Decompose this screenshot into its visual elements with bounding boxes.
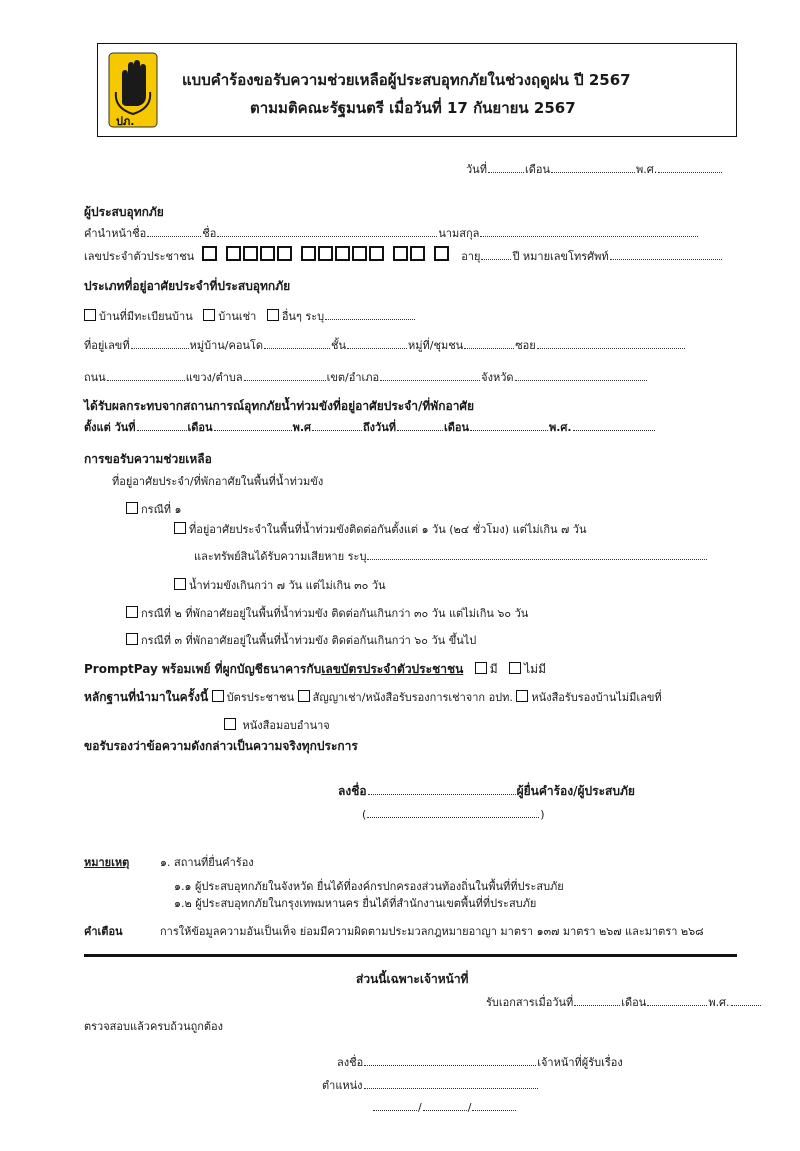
residence-opt3-checkbox[interactable] — [267, 309, 279, 321]
date-month-label: เดือน — [524, 163, 550, 176]
case1b-row — [174, 576, 386, 594]
date-line — [466, 160, 723, 178]
officer-date-day-field[interactable] — [373, 1099, 417, 1111]
case1-label: กรณีที่ ๑ — [141, 503, 182, 516]
signature-role-label: ผู้ยื่นคำร้อง/ผู้ประสบภัย — [516, 784, 635, 798]
to-month-label: เดือน — [443, 421, 469, 434]
evidence-opt3-checkbox[interactable] — [516, 690, 528, 702]
received-year-label: พ.ศ. — [708, 996, 730, 1009]
age-label: อายุ — [461, 250, 481, 263]
case1a-cont-row — [194, 547, 708, 565]
moo-field[interactable] — [464, 337, 514, 349]
name-label: ชื่อ — [202, 227, 217, 240]
name-field[interactable] — [217, 225, 437, 237]
subdistrict-label: แขวง/ตำบล — [185, 371, 243, 384]
certify-text: ขอรับรองว่าข้อความดังกล่าวเป็นความจริงทุกประการ — [84, 739, 358, 753]
officer-sign-row — [337, 1053, 623, 1071]
received-month-label: เดือน — [621, 996, 647, 1009]
evidence-row2 — [224, 716, 330, 734]
case2-label: กรณีที่ ๒ ที่พักอาศัยอยู่ในพื้นที่น้ำท่วมขัง ติดต่อกันเกินกว่า ๓๐ วัน แต่ไม่เกิน ๖๐ วัน — [141, 607, 529, 620]
moo-label: หมู่ที่/ชุมชน — [408, 339, 464, 352]
warning-label: คำเตือน — [84, 925, 123, 938]
officer-date-month-field[interactable] — [423, 1099, 467, 1111]
case1a-row — [174, 520, 587, 538]
to-year-label: พ.ศ. — [549, 421, 572, 434]
signature-name-row — [362, 806, 545, 821]
form-header — [97, 43, 737, 137]
victim-name-row — [84, 224, 699, 242]
form-title-line1: แบบคำร้องขอรับความช่วยเหลือผู้ประสบอุทกภัยในช่วงฤดูฝน ปี 2567 — [182, 71, 631, 89]
officer-divider — [84, 954, 737, 957]
case2-row — [126, 604, 528, 622]
residence-opt1-checkbox[interactable] — [84, 309, 96, 321]
road-field[interactable] — [107, 369, 185, 381]
from-day-label: ตั้งแต่ วันที่ — [84, 421, 136, 434]
road-label: ถนน — [84, 371, 106, 384]
evidence-row — [84, 688, 662, 707]
case3-row — [126, 631, 476, 649]
from-year-label: พ.ศ — [292, 421, 311, 434]
surname-field[interactable] — [480, 225, 698, 237]
case1b-label: น้ำท่วมขังเกินกว่า ๗ วัน แต่ไม่เกิน ๓๐ วัน — [189, 579, 386, 592]
form-title-line2: ตามมติคณะรัฐมนตรี เมื่อวันที่ 17 กันยายน 2567 — [250, 99, 576, 117]
to-day-field[interactable] — [397, 419, 443, 431]
district-label: เขต/อำเภอ — [326, 371, 380, 384]
floor-label: ชั้น — [331, 339, 347, 352]
id-label: เลขประจำตัวประชาชน — [84, 250, 195, 263]
date-day-field[interactable] — [488, 161, 524, 173]
residence-heading: ประเภทที่อยู่อาศัยประจำที่ประสบอุทกภัย — [84, 279, 291, 293]
remarks-item1-1: ๑.๑ ผู้ประสบอุทกภัยในจังหวัด ยื่นได้ที่องค์กรปกครองส่วนท้องถิ่นในพื้นที่ที่ประสบภัย — [174, 880, 564, 893]
remarks-label: หมายเหตุ — [84, 856, 130, 869]
request-subheading: ที่อยู่อาศัยประจำ/ที่พักอาศัยในพื้นที่น้ำท่วมขัง — [112, 475, 324, 488]
phone-field[interactable] — [610, 248, 722, 260]
received-label: รับเอกสารเมื่อวันที่ — [486, 996, 574, 1009]
floor-field[interactable] — [347, 337, 407, 349]
promptpay-no-checkbox[interactable] — [509, 662, 521, 674]
to-year-field[interactable] — [573, 419, 655, 431]
case1-row — [126, 500, 182, 518]
case1b-checkbox[interactable] — [174, 578, 186, 590]
phone-label: ปี หมายเลขโทรศัพท์ — [512, 250, 609, 263]
impact-heading: ได้รับผลกระทบจากสถานการณ์อุทกภัยน้ำท่วมขังที่อยู่อาศัยประจำ/ที่พักอาศัย — [84, 399, 475, 413]
soi-field[interactable] — [537, 337, 685, 349]
paren-open: ( — [362, 808, 367, 821]
case3-label: กรณีที่ ๓ ที่พักอาศัยอยู่ในพื้นที่น้ำท่วมขัง ติดต่อกันเกินกว่า ๖๐ วัน ขึ้นไป — [141, 634, 477, 647]
officer-sign-label: ลงชื่อ — [337, 1056, 364, 1069]
from-year-field[interactable] — [312, 419, 362, 431]
address-row2 — [84, 368, 648, 386]
age-field[interactable] — [481, 248, 511, 260]
case1a-checkbox[interactable] — [174, 522, 186, 534]
province-field[interactable] — [515, 369, 647, 381]
promptpay-id-label: เลขบัตรประจำตัวประชาชน — [321, 662, 464, 676]
victim-heading: ผู้ประสบอุทกภัย — [84, 205, 164, 219]
request-heading: การขอรับความช่วยเหลือ — [84, 452, 212, 466]
date-month-field[interactable] — [551, 161, 635, 173]
promptpay-no-label: ไม่มี — [524, 662, 546, 676]
signature-label: ลงชื่อ — [338, 784, 367, 798]
officer-sign-field[interactable] — [364, 1054, 536, 1066]
soi-label: ซอย — [515, 339, 536, 352]
promptpay-label: PromptPay พร้อมเพย์ ที่ผูกบัญชีธนาคารกับ — [84, 662, 322, 676]
remarks-item1: ๑. สถานที่ยื่นคำร้อง — [160, 856, 254, 869]
date-year-label: พ.ศ. — [635, 163, 658, 176]
officer-position-row — [322, 1076, 539, 1094]
officer-heading: ส่วนนี้เฉพาะเจ้าหน้าที่ — [356, 972, 469, 986]
date-year-field[interactable] — [658, 161, 722, 173]
evidence-opt2-checkbox[interactable] — [298, 690, 310, 702]
case1a-cont-label: และทรัพย์สินได้รับความเสียหาย ระบุ — [194, 550, 367, 563]
signature-row — [338, 782, 635, 801]
officer-position-label: ตำแหน่ง — [322, 1079, 363, 1092]
officer-role-label: เจ้าหน้าที่ผู้รับเรื่อง — [537, 1056, 623, 1069]
from-month-label: เดือน — [187, 421, 213, 434]
to-month-field[interactable] — [470, 419, 548, 431]
prefix-label: คำนำหน้าชื่อ — [84, 227, 147, 240]
subdistrict-field[interactable] — [244, 369, 326, 381]
house-no-field[interactable] — [131, 337, 189, 349]
received-day-field[interactable] — [574, 994, 620, 1006]
village-field[interactable] — [264, 337, 330, 349]
evidence-opt4-checkbox[interactable] — [224, 718, 236, 730]
province-label: จังหวัด — [481, 371, 514, 384]
received-month-field[interactable] — [647, 994, 707, 1006]
residence-type-row — [84, 307, 416, 325]
case1-checkbox[interactable] — [126, 502, 138, 514]
surname-label: นามสกุล — [438, 227, 480, 240]
from-month-field[interactable] — [214, 419, 292, 431]
village-label: หมู่บ้าน/คอนโด — [189, 339, 264, 352]
id-boxes[interactable] — [202, 250, 455, 263]
signature-field[interactable] — [368, 783, 516, 795]
promptpay-yes-checkbox[interactable] — [475, 662, 487, 674]
address-row1 — [84, 336, 686, 354]
date-slash-1: / — [418, 1101, 422, 1114]
residence-other-field[interactable] — [325, 308, 415, 320]
officer-checked: ตรวจสอบแล้วครบถ้วนถูกต้อง — [84, 1020, 224, 1033]
district-field[interactable] — [380, 369, 480, 381]
prefix-field[interactable] — [147, 225, 201, 237]
victim-id-row — [84, 246, 723, 265]
officer-date-year-field[interactable] — [472, 1099, 516, 1111]
evidence-label: หลักฐานที่นำมาในครั้งนี้ — [84, 690, 209, 704]
received-year-field[interactable] — [731, 994, 761, 1006]
paren-close: ) — [540, 808, 545, 821]
evidence-opt4-label: หนังสือมอบอำนาจ — [242, 719, 330, 732]
from-day-field[interactable] — [137, 419, 187, 431]
date-day-label: วันที่ — [466, 163, 487, 176]
evidence-opt1-checkbox[interactable] — [212, 690, 224, 702]
case2-checkbox[interactable] — [126, 606, 138, 618]
remarks-item1-2: ๑.๒ ผู้ประสบอุทกภัยในกรุงเทพมหานคร ยื่นได้ที่สำนักงานเขตพื้นที่ที่ประสบภัย — [174, 897, 537, 910]
house-no-label: ที่อยู่เลขที่ — [84, 339, 130, 352]
residence-opt2-checkbox[interactable] — [203, 309, 215, 321]
case3-checkbox[interactable] — [126, 633, 138, 645]
promptpay-yes-label: มี — [489, 662, 498, 676]
residence-opt3-label: อื่นๆ ระบุ — [281, 310, 325, 323]
warning-text: การให้ข้อมูลความอันเป็นเท็จ ย่อมมีความผิดตามประมวลกฎหมายอาญา มาตรา ๑๓๗ มาตรา ๒๖๗ และมาตรา ๒๖๘ — [160, 925, 704, 938]
evidence-opt1-label: บัตรประชาชน — [226, 691, 295, 704]
evidence-opt2-label: สัญญาเช่า/หนังสือรับรองการเช่าจาก อปท. — [312, 691, 513, 704]
officer-received-row — [486, 993, 762, 1011]
officer-date-row — [372, 1099, 517, 1114]
damage-detail-field[interactable] — [367, 548, 707, 560]
residence-opt1-label: บ้านที่มีทะเบียนบ้าน — [99, 310, 193, 323]
to-day-label: ถึงวันที่ — [362, 421, 396, 434]
impact-date-row — [84, 418, 656, 436]
evidence-opt3-label: หนังสือรับรองบ้านไม่มีเลขที่ — [531, 691, 662, 704]
case1a-label: ที่อยู่อาศัยประจำในพื้นที่น้ำท่วมขังติดต่อกันตั้งแต่ ๑ วัน (๒๔ ชั่วโมง) แต่ไม่เกิน ๗ วัน — [189, 523, 587, 536]
logo-text: ปภ. — [116, 115, 135, 128]
officer-position-field[interactable] — [364, 1077, 538, 1089]
date-slash-2: / — [467, 1101, 472, 1114]
promptpay-row — [84, 660, 546, 679]
residence-opt2-label: บ้านเช่า — [218, 310, 257, 323]
signature-name-field[interactable] — [367, 806, 539, 818]
